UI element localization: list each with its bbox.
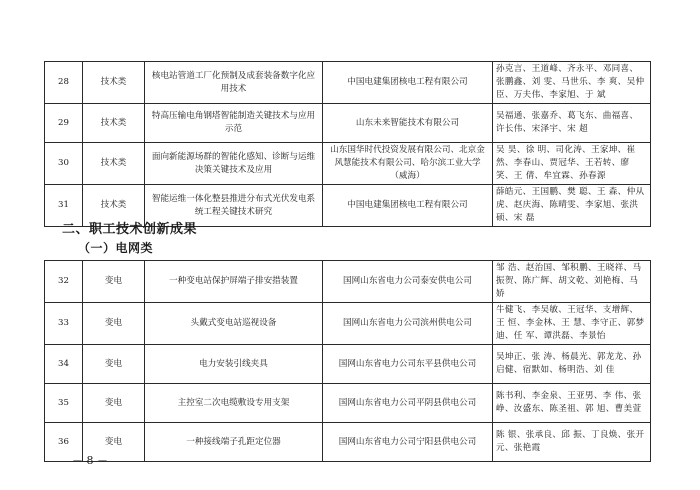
row-members: 孙克言、王道峰、齐永平、邓同喜、张鹏鑫、刘 雯、马世乐、李 爽、吴仲臣、万夫伟、李家旭、于 斌 xyxy=(493,62,651,104)
row-number: 35 xyxy=(45,384,83,423)
row-project-name: 电力安装引线夹具 xyxy=(145,345,323,384)
row-category: 变电 xyxy=(83,384,145,423)
row-members: 邹 浩、赵治国、邹积鹏、王晓祥、马振贺、陈广辉、胡文乾、刘艳梅、马 娇 xyxy=(493,261,651,303)
row-category: 技术类 xyxy=(83,62,145,104)
row-project-name: 一种接线端子孔距定位器 xyxy=(145,423,323,462)
row-number: 34 xyxy=(45,345,83,384)
row-organization: 中国电建集团核电工程有限公司 xyxy=(323,62,493,104)
table-row xyxy=(45,104,651,143)
row-category: 技术类 xyxy=(83,185,145,227)
row-organization: 国网山东省电力公司宁阳县供电公司 xyxy=(323,423,493,462)
row-project-name: 智能运维一体化整县推进分布式光伏发电系统工程关键技术研究 xyxy=(145,185,323,227)
row-project-name: 面向新能源场群的智能化感知、诊断与运维决策关键技术及应用 xyxy=(145,143,323,185)
table-row xyxy=(45,303,651,345)
row-project-name: 核电站管道工厂化预制及成套装备数字化应用技术 xyxy=(145,62,323,104)
row-category: 技术类 xyxy=(83,143,145,185)
row-project-name: 一种变电站保护屏端子排安措装置 xyxy=(145,261,323,303)
row-organization: 国网山东省电力公司东平县供电公司 xyxy=(323,345,493,384)
row-members: 陈 银、张承良、邱 振、丁良焕、张开元、张艳霞 xyxy=(493,423,651,462)
row-number: 33 xyxy=(45,303,83,345)
row-number: 30 xyxy=(45,143,83,185)
row-number: 29 xyxy=(45,104,83,143)
subsection-title: （一）电网类 xyxy=(78,241,154,255)
row-number: 36 xyxy=(45,423,83,462)
row-members: 牛健飞、李吴敏、王冠华、支增辉、王 恒、李金林、王 慧、李守正、郭梦迪、任 军、谭洪磊、李景怡 xyxy=(493,303,651,345)
row-organization: 国网山东省电力公司平阴县供电公司 xyxy=(323,384,493,423)
row-organization: 国网山东省电力公司滨州供电公司 xyxy=(323,303,493,345)
row-project-name: 头戴式变电站巡视设备 xyxy=(145,303,323,345)
row-category: 变电 xyxy=(83,423,145,462)
achievements-table-grid xyxy=(44,260,651,462)
row-category: 变电 xyxy=(83,261,145,303)
row-members: 薛皓元、王国鹏、樊 聪、王 森、仲从虎、赵庆海、陈晴雯、李家旭、张洪硕、宋 磊 xyxy=(493,185,651,227)
row-project-name: 主控室二次电缆敷设专用支架 xyxy=(145,384,323,423)
row-organization: 山东未来智能技术有限公司 xyxy=(323,104,493,143)
row-category: 变电 xyxy=(83,345,145,384)
table-row xyxy=(45,62,651,104)
row-members: 陈书利、李金泉、王亚男、李 伟、张 峥、汝盛东、陈圣祖、郭 旭、曹美萱 xyxy=(493,384,651,423)
row-number: 31 xyxy=(45,185,83,227)
row-organization: 国网山东省电力公司泰安供电公司 xyxy=(323,261,493,303)
table-row xyxy=(45,423,651,462)
table-row xyxy=(45,345,651,384)
table-row xyxy=(45,261,651,303)
row-number: 32 xyxy=(45,261,83,303)
row-organization: 中国电建集团核电工程有限公司 xyxy=(323,185,493,227)
row-members: 吴 昊、徐 明、司化涛、王家坤、崔 然、李春山、贾冠华、王若转、廖 笑、王 倩、牟宜霖、孙春源 xyxy=(493,143,651,185)
row-organization: 山东国华时代投资发展有限公司、北京金风慧能技术有限公司、哈尔滨工业大学（威海） xyxy=(323,143,493,185)
row-category: 变电 xyxy=(83,303,145,345)
table-row xyxy=(45,143,651,185)
achievements-table-technical xyxy=(44,61,651,227)
section-title: 二、职工技术创新成果 xyxy=(62,222,198,237)
row-number: 28 xyxy=(45,62,83,104)
row-project-name: 特高压输电角钢塔智能制造关键技术与应用示范 xyxy=(145,104,323,143)
row-category: 技术类 xyxy=(83,104,145,143)
table-row xyxy=(45,384,651,423)
row-members: 吴坤正、张 涛、杨晨光、郭龙龙、孙启健、宿默如、杨明浩、刘 佳 xyxy=(493,345,651,384)
row-members: 吴福通、张嘉乔、葛飞东、曲福喜、许长伟、宋泽宇、宋 超 xyxy=(493,104,651,143)
page-number: － 8 － xyxy=(72,454,108,467)
